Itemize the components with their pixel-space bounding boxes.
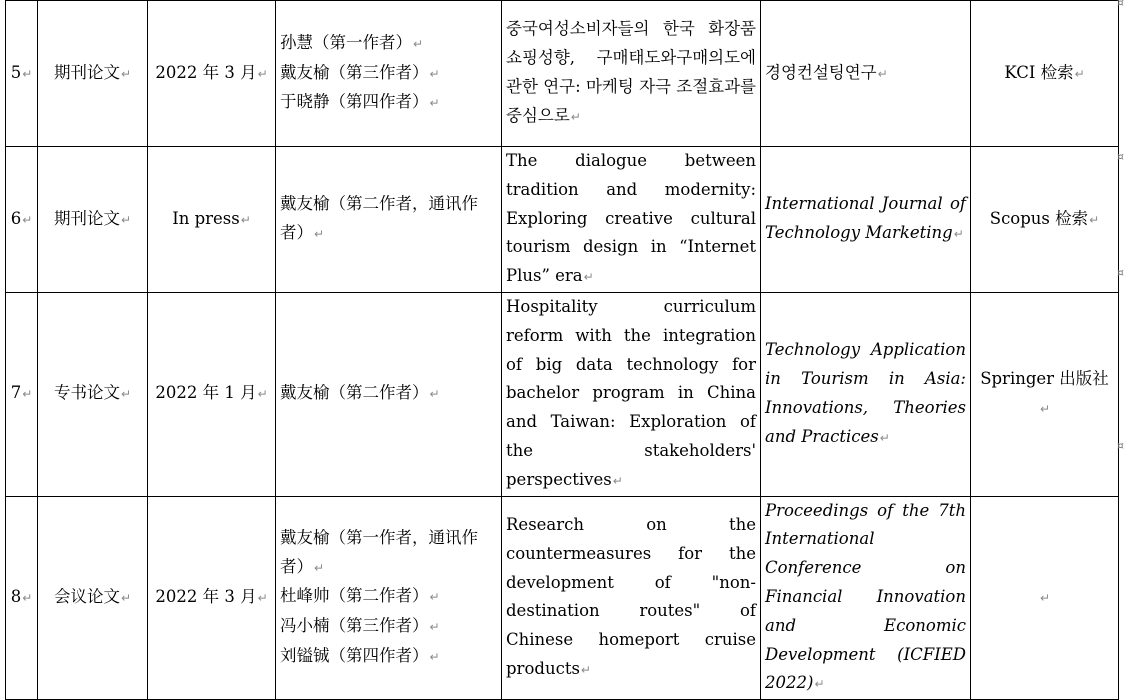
- return-mark-icon: ↵: [429, 66, 440, 81]
- authors-cell: [276, 496, 502, 700]
- return-mark-icon: ↵: [570, 109, 581, 124]
- row-end-mark-icon: ¤: [1117, 266, 1124, 279]
- return-mark-icon: ↵: [22, 66, 33, 81]
- date-cell: 2022 年 3 月↵: [148, 1, 276, 147]
- venue-cell: Technology Application in Tourism in Asia: Innovations, Theories and Practices↵: [761, 292, 971, 496]
- row-number-cell: 7↵: [6, 292, 38, 496]
- row-end-mark-icon: ¤: [1117, 439, 1124, 452]
- venue-cell: International Journal of Technology Marketing↵: [761, 147, 971, 293]
- return-mark-icon: ↵: [814, 677, 825, 692]
- title-cell: Hospitality curriculum reform with the integration of big data technology for bachelor program in China and Taiwan: Exploration of the stakeholders' perspectives↵: [502, 292, 761, 496]
- return-mark-icon: ↵: [257, 387, 268, 402]
- return-mark-icon: ↵: [953, 226, 964, 241]
- date-cell: 2022 年 1 月↵: [148, 292, 276, 496]
- author-line: 戴友榆（第二作者）↵: [280, 383, 440, 403]
- venue-cell: Proceedings of the 7th International Conference on Financial Innovation and Economic Development (ICFIED 2022)↵: [761, 496, 971, 700]
- return-mark-icon: ↵: [1039, 401, 1051, 416]
- index-cell: Springer 出版社↵: [971, 292, 1119, 496]
- author-line: 戴友榆（第三作者）↵: [280, 62, 440, 82]
- type-cell: 专书论文↵: [38, 292, 148, 496]
- venue-cell: 경영컨설팅연구↵: [761, 1, 971, 147]
- type-cell: 会议论文↵: [38, 496, 148, 700]
- authors-cell: [276, 1, 502, 147]
- publications-table: [5, 0, 1119, 700]
- return-mark-icon: ↵: [580, 662, 591, 677]
- return-mark-icon: ↵: [120, 212, 132, 227]
- return-mark-icon: ↵: [879, 430, 890, 445]
- row-number-cell: 8↵: [6, 496, 38, 700]
- title-cell: Research on the countermeasures for the development of "non-destination routes" of Chinese homeport cruise products↵: [502, 496, 761, 700]
- author-line: 戴友榆（第一作者，通讯作者）↵: [280, 527, 478, 576]
- table-row: [6, 496, 1119, 700]
- row-end-mark-icon: ¤: [1117, 0, 1124, 9]
- type-cell: 期刊论文↵: [38, 147, 148, 293]
- return-mark-icon: ↵: [612, 473, 623, 488]
- date-cell: 2022 年 3 月↵: [148, 496, 276, 700]
- return-mark-icon: ↵: [22, 387, 33, 402]
- author-line: 于晓静（第四作者）↵: [280, 92, 440, 112]
- return-mark-icon: ↵: [429, 96, 440, 111]
- return-mark-icon: ↵: [120, 590, 132, 605]
- title-cell: The dialogue between tradition and modernity: Exploring creative cultural tourism design in “Internet Plus” era↵: [502, 147, 761, 293]
- return-mark-icon: ↵: [429, 620, 440, 635]
- row-number-cell: 5↵: [6, 1, 38, 147]
- return-mark-icon: ↵: [877, 66, 888, 81]
- date-cell: In press↵: [148, 147, 276, 293]
- index-cell: KCI 检索↵: [971, 1, 1119, 147]
- return-mark-icon: ↵: [429, 387, 440, 402]
- author-line: 杜峰帅（第二作者）↵: [280, 586, 440, 606]
- return-mark-icon: ↵: [120, 66, 132, 81]
- author-line: 戴友榆（第二作者，通讯作者）↵: [280, 194, 478, 242]
- return-mark-icon: ↵: [413, 36, 424, 51]
- return-mark-icon: ↵: [22, 590, 33, 605]
- table-row: [6, 147, 1119, 293]
- return-mark-icon: ↵: [583, 270, 594, 285]
- return-mark-icon: ↵: [1039, 590, 1051, 605]
- authors-cell: [276, 292, 502, 496]
- return-mark-icon: ↵: [314, 226, 325, 241]
- row-number-cell: 6↵: [6, 147, 38, 293]
- return-mark-icon: ↵: [257, 66, 268, 81]
- return-mark-icon: ↵: [1074, 66, 1085, 81]
- author-line: 冯小楠（第三作者）↵: [280, 616, 440, 636]
- return-mark-icon: ↵: [240, 212, 251, 227]
- author-line: 孙慧（第一作者）↵: [280, 32, 424, 52]
- table-row: [6, 292, 1119, 496]
- index-cell: [971, 496, 1119, 700]
- return-mark-icon: ↵: [429, 590, 440, 605]
- title-cell: 중국여성소비자들의 한국 화장품 쇼핑성향, 구매태도와구매의도에 관한 연구: 마케팅 자극 조절효과를 중심으로↵: [502, 1, 761, 147]
- authors-cell: [276, 147, 502, 293]
- index-cell: Scopus 检索↵: [971, 147, 1119, 293]
- row-end-mark-icon: ¤: [1117, 150, 1124, 163]
- author-line: 刘镒铖（第四作者）↵: [280, 646, 440, 666]
- return-mark-icon: ↵: [314, 560, 325, 575]
- return-mark-icon: ↵: [1089, 212, 1100, 227]
- table-row: [6, 1, 1119, 147]
- return-mark-icon: ↵: [120, 387, 132, 402]
- return-mark-icon: ↵: [257, 590, 268, 605]
- return-mark-icon: ↵: [429, 650, 440, 665]
- type-cell: 期刊论文↵: [38, 1, 148, 147]
- return-mark-icon: ↵: [22, 212, 33, 227]
